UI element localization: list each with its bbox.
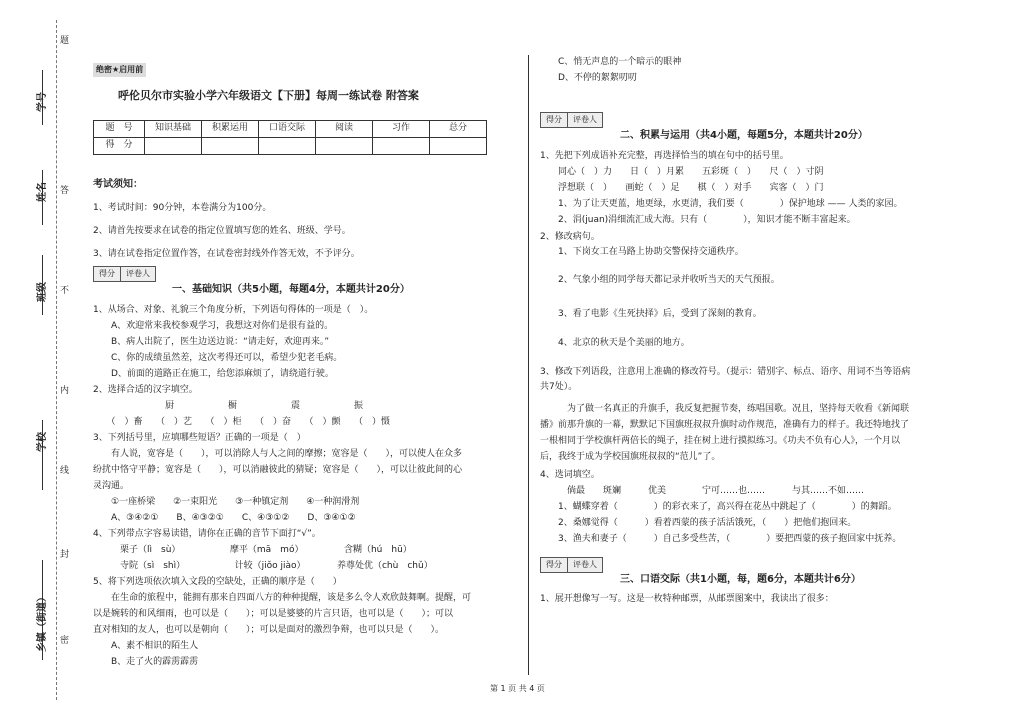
- label-town: 乡镇（街道）: [37, 592, 48, 652]
- question-line: D、前面的道路正在施工，给您添麻烦了，请绕道行驶。: [93, 369, 334, 379]
- cut-mark: 封: [60, 550, 70, 560]
- question-line: 2、桑娜觉得（ ）看着西蒙的孩子活活饿死，（ ）把他们抱回来。: [540, 518, 857, 528]
- question-line: 灵沟通。: [93, 481, 130, 491]
- question-line: 倘最 斑斓 优美 宁可……也…… 与其……不如……: [540, 486, 865, 496]
- question-line: 2、气象小组的同学每天都记录并收听当天的天气预报。: [540, 275, 780, 285]
- question-line: 3、下列括号里，应填哪些短语？正确的一项是（ ）: [93, 433, 306, 443]
- scorer-label: 得分: [546, 115, 562, 124]
- question-line: 栗子（lì sù） 摩平（mā mó） 含糊（hú hū）: [93, 545, 412, 555]
- question-line: 纷扰中恪守平静；宽容是（ ），可以消融彼此的猜疑；宽容是（ ），可以让彼此间的心: [93, 465, 463, 475]
- question-line: 直对相知的友人，也可以是朝向（ ）；可以是面对的激烈争辩，也可以只是（ ）。: [93, 625, 445, 635]
- cut-mark: 答: [60, 186, 70, 196]
- question-line: 播》前那升旗的一幕，默默记下国旗班叔叔升旗时动作规范，准确有力的样子。我还特地找了: [540, 420, 910, 430]
- label-student-id: 学号: [37, 92, 48, 112]
- question-line: ①一座桥梁 ②一束阳光 ③一种镇定剂 ④一种润滑剂: [93, 497, 360, 507]
- cut-mark: 线: [60, 466, 70, 476]
- question-line: 1、蝴蝶穿着（ ）的彩衣来了，高兴得在花丛中跳起了（ ）的舞蹈。: [540, 502, 897, 512]
- question-line: 后，我终于成为学校国旗班叔叔的“范儿”了。: [540, 452, 721, 462]
- question-line: D、不停的絮絮叨叨: [540, 73, 637, 83]
- underline-school: [42, 420, 43, 490]
- question-line: 3、修改下列语段，注意用上准确的修改符号。（提示：错别字、标点、语序、用词不当等语病: [540, 367, 911, 377]
- score-cell: 知识基础: [145, 121, 202, 138]
- column-divider: [528, 55, 529, 675]
- grader-label: 评卷人: [567, 558, 602, 572]
- question-line: 以是婉转的和风细雨，也可以是（ ）；可以是婆婆的片言只语，也可以是（ ）；可以: [93, 609, 454, 619]
- question-line: B、病人出院了，医生边送边说：“请走好，欢迎再来。”: [93, 337, 330, 347]
- question-line: （ ）畜 （ ）艺 （ ）柜 （ ）奋 （ ）颤 （ ）慑: [93, 417, 391, 427]
- question-line: 2、修改病句。: [540, 232, 600, 242]
- scorer-label: 得分: [99, 269, 115, 278]
- question-line: 2、选择合适的汉字填空。: [93, 385, 198, 395]
- question-line: 1、为了让天更蓝，地更绿，水更清，我们要（ ）保护地球 —— 人类的家园。: [540, 199, 903, 209]
- question-line: 2、涓(juan)涓细流汇成大海。只有（ ），知识才能不断丰富起来。: [540, 215, 856, 225]
- notice-heading: 考试须知：: [93, 179, 143, 190]
- score-cell: 总分: [430, 121, 487, 138]
- question-line: 有人说，宽容是（ ），可以消除人与人之间的摩擦；宽容是（ ），可以使人在众多: [93, 449, 463, 459]
- question-line: 在生命的旅程中，能拥有那来自四面八方的种种提醒，该是多么令人欢欣鼓舞啊。提醒，可: [93, 593, 472, 603]
- question-line: 1、展开想像写一写。这是一枚特种邮票，从邮票图案中，我读出了很多：: [540, 594, 834, 604]
- score-cell: 积累运用: [202, 121, 259, 138]
- question-line: 共7处）。: [540, 382, 578, 392]
- score-table-header: [94, 121, 487, 138]
- question-line: 浮想联（ ） 画蛇（ ）足 棋（ ）对手 宾客（ ）门: [540, 183, 824, 193]
- scorer-box: [540, 557, 603, 573]
- grader-label: 评卷人: [567, 113, 602, 127]
- question-line: 4、下列带点字容易读错，请你在正确的音节下面打“√”。: [93, 529, 321, 539]
- scorer-label: 得分: [546, 560, 562, 569]
- seal-line: [56, 20, 57, 700]
- label-school: 学校: [37, 432, 48, 452]
- question-line: 3、渔夫和妻子（ ）自己多受些苦，（ ）要把西蒙的孩子抱回家中抚养。: [540, 534, 902, 544]
- score-input-cell[interactable]: [145, 138, 202, 155]
- question-line: A、欢迎常来我校参观学习，我想这对你们是很有益的。: [93, 321, 334, 331]
- grader-label: 评卷人: [120, 267, 155, 281]
- score-input-cell[interactable]: [202, 138, 259, 155]
- score-input-cell[interactable]: [430, 138, 487, 155]
- question-line: 1、先把下列成语补充完整，再选择恰当的填在句中的括号里。: [540, 151, 789, 161]
- question-line: 为了做一名真正的升旗手，我反复把握节奏，练唱国歌。况且，坚持每天收看《新闻联: [540, 404, 910, 414]
- notice-item: 2、请首先按要求在试卷的指定位置填写您的姓名、班级、学号。: [93, 226, 351, 236]
- scorer-box: [93, 266, 156, 282]
- question-line: 同心（ ）力 日（ ）月累 五彩斑（ ） 尺（ ）寸阴: [540, 167, 824, 177]
- cut-mark: 密: [60, 636, 70, 646]
- question-line: B、走了火的霹雳霹雳: [93, 657, 199, 667]
- question-line: 厨 橱 震 振: [93, 401, 364, 411]
- question-line: C、你的成绩虽然差，这次考得还可以，希望少犯老毛病。: [93, 353, 343, 363]
- question-line: A、③④②① B、④③②① C、④③①② D、③④①②: [93, 513, 356, 523]
- scorer-box: [540, 112, 603, 128]
- label-name: 姓名: [37, 182, 48, 202]
- question-line: 4、北京的秋天是个美丽的地方。: [540, 338, 690, 348]
- section1-heading: 一、基础知识（共5小题，每题4分，本题共计20分）: [172, 284, 410, 295]
- question-line: 1、从场合、对象、礼貌三个角度分析，下列语句得体的一项是（ ）。: [93, 305, 374, 315]
- question-line: 1、下岗女工在马路上协助交警保持交通秩序。: [540, 247, 744, 257]
- question-line: A、素不相识的陌生人: [93, 641, 199, 651]
- label-class: 班级: [37, 282, 48, 302]
- score-input-cell[interactable]: [259, 138, 316, 155]
- page-title: 呼伦贝尔市实验小学六年级语文【下册】每周一练试卷 附答案: [118, 89, 419, 102]
- score-cell: 阅读: [316, 121, 373, 138]
- score-cell: 得 分: [94, 138, 145, 155]
- question-line: 3、看了电影《生死抉择》后，受到了深刻的教育。: [540, 309, 762, 319]
- page-footer: 第 1 页 共 4 页: [490, 684, 545, 693]
- question-line: 4、选词填空。: [540, 470, 600, 480]
- question-line: 5、将下列选项依次填入文段的空缺处，正确的顺序是（ ）: [93, 577, 342, 587]
- question-line: 寺院（sì shì） 计较（jiǒo jiào） 养尊处优（chù chǔ）: [93, 561, 433, 571]
- score-table-row: [94, 138, 487, 155]
- notice-item: 3、请在试卷指定位置作答，在试卷密封线外作答无效，不予评分。: [93, 249, 360, 259]
- cut-mark: 不: [60, 286, 70, 296]
- cut-mark: 内: [60, 386, 70, 396]
- cut-mark: 题: [60, 36, 70, 46]
- question-line: C、悄无声息的一个暗示的眼神: [540, 57, 682, 67]
- secret-badge: 绝密★启用前: [93, 63, 146, 77]
- score-cell: 题 号: [94, 121, 145, 138]
- question-line: 一根相同于学校旗杆两倍长的绳子，挂在树上进行摸拟练习。《功夫不负有心人》，一个月以: [540, 436, 901, 446]
- notice-item: 1、考试时间：90分钟，本卷满分为100分。: [93, 203, 272, 213]
- score-cell: 习作: [373, 121, 430, 138]
- score-cell: 口语交际: [259, 121, 316, 138]
- score-input-cell[interactable]: [316, 138, 373, 155]
- section2-heading: 二、积累与运用（共4小题，每题5分，本题共计20分）: [620, 130, 868, 141]
- section3-heading: 三、口语交际（共1小题，每，题6分，本题共计6分）: [620, 574, 861, 585]
- score-table: [93, 120, 487, 155]
- score-input-cell[interactable]: [373, 138, 430, 155]
